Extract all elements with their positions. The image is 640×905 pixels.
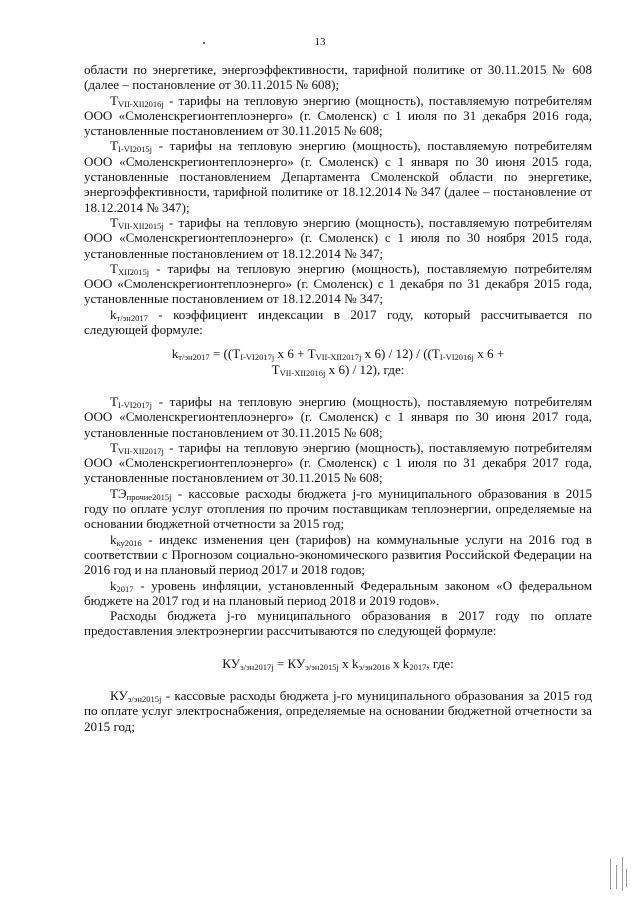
text-run: КУ	[222, 655, 240, 671]
text-run: - тарифы на тепловую энергию (мощность), поставляемую потребителям ООО «Смоленскрегионтеплоэнерго» (г. Смоленск) с 1 декабря по 31 декабря 2015 года, установленные постановлением от 18.12.2014 № 347;	[84, 260, 592, 307]
text-run: k	[110, 306, 117, 322]
definition-k-2017	[84, 578, 592, 609]
formula-k-line-2	[84, 362, 592, 377]
text-run: - индекс изменения цен (тарифов) на коммунальные услуги на 2016 год в соответствии с Прогнозом социально-экономического развития Российской Федерации на 2016 год и на плановый период 2017 и 2018 годов;	[84, 531, 592, 578]
document-body	[84, 62, 592, 734]
subscript-index: I-VI2017j	[240, 352, 275, 363]
text-run: - тарифы на тепловую энергию (мощность), поставляемую потребителям ООО «Смоленскрегионтеплоэнерго» (г. Смоленск) с 1 января по 30 июня 2017 года, установленные постановлением от 30.11.2015 № 608;	[84, 393, 592, 440]
text-run: T	[110, 138, 118, 154]
subscript-index: э/эн2016	[358, 661, 390, 672]
text-run: ТЭ	[110, 485, 127, 501]
definition-k-ku-2016	[84, 532, 592, 578]
subscript-index: VII-XII2017j	[118, 445, 164, 456]
definition-t-i-vi-2017	[84, 394, 592, 440]
subscript-index: э/эн2015j	[305, 661, 339, 672]
definition-k-index-2017	[84, 307, 592, 338]
text-run: - тарифы на тепловую энергию (мощность), поставляемую потребителям ООО «Смоленскрегионтеплоэнерго» (г. Смоленск) с 1 июля по 31 декабря 2016 года, установленные постановлением от 30.11.2015 № 608;	[84, 92, 592, 139]
subscript-index: э/эн2015j	[127, 693, 162, 704]
text-run: T	[110, 260, 118, 276]
text-run: - кассовые расходы бюджета j-го муниципального образования за 2015 год по оплате услуг электроснабжения, определяемые на основании бюджетной отчетности за 2015 год;	[84, 687, 592, 734]
definition-t-vii-xii-2015	[84, 215, 592, 261]
text-run: = ((T	[209, 346, 241, 362]
subscript-index: 2017	[409, 661, 427, 672]
text-run: x 6) / 12), где:	[325, 361, 405, 377]
subscript-index: э/эн2017j	[240, 661, 274, 672]
text-run: k	[110, 577, 117, 593]
subscript-index: VII-XII2015j	[118, 220, 164, 231]
definition-t-vii-xii-2016	[84, 93, 592, 139]
subscript-index: т/эн2017	[178, 352, 210, 363]
text-run: x 6) / 12) / ((T	[361, 346, 440, 362]
subscript-index: XII2015j	[118, 266, 150, 277]
text-run: , где:	[426, 655, 454, 671]
scan-edge-mark	[604, 855, 632, 895]
text-run: области по энергетике, энергоэффективности, тарифной политике от 30.11.2015 № 608 (далее – постановление от 30.11.2015 № 608);	[84, 62, 592, 93]
text-run: x k	[338, 655, 359, 671]
definition-ku-e-2015	[84, 688, 592, 734]
text-run: k	[110, 531, 117, 547]
text-run: T	[110, 214, 118, 230]
text-run: - уровень инфляции, установленный Федеральным законом «О федеральном бюджете на 2017 год и на плановый период 2018 и 2019 годов».	[84, 577, 592, 608]
definition-t-xii-2015	[84, 261, 592, 307]
subscript-index: I-VI2015j	[118, 144, 152, 155]
text-run: x k	[389, 655, 410, 671]
subscript-index: I-VI2016j	[439, 352, 474, 363]
formula-ku-electricity	[84, 656, 592, 671]
definition-te-other-2015	[84, 486, 592, 532]
text-run: T	[110, 393, 118, 409]
page-number: 13	[314, 36, 326, 48]
subscript-index: ку2016	[116, 537, 142, 548]
subscript-index: VII-XII2016j	[279, 367, 326, 378]
formula-k-line-1	[84, 346, 592, 361]
text-run: = КУ	[273, 655, 306, 671]
text-run: КУ	[110, 687, 128, 703]
paragraph-continuation	[84, 62, 592, 93]
text-run: - тарифы на тепловую энергию (мощность), поставляемую потребителям ООО «Смоленскрегионтеплоэнерго» (г. Смоленск) с 1 июля по 30 ноября 2015 года, установленные постановлением от 18.12.2014 № 347;	[84, 214, 592, 261]
text-run: - тарифы на тепловую энергию (мощность), поставляемую потребителям ООО «Смоленскрегионтеплоэнерго» (г. Смоленск) с 1 января по 30 июня 2015 года, установленные постановлением Департамента Смоленской области по энергетике, энергоэффективности, тарифной политике от 18.12.2014 № 347 (далее – постановление от 18.12.2014 № 347);	[84, 138, 592, 215]
text-run: Расходы бюджета j-го муниципального образования в 2017 году по оплате предоставления электроэнергии рассчитываются по следующей формуле:	[84, 608, 592, 639]
subscript-index: VII-XII2017j	[315, 352, 362, 363]
text-run: T	[110, 92, 118, 108]
definition-t-i-vi-2015	[84, 138, 592, 214]
subscript-index: 2017	[116, 583, 134, 594]
text-run: T	[271, 361, 280, 377]
subscript-index: т/эн2017	[116, 312, 148, 323]
text-run: - коэффициент индексации в 2017 году, который рассчитывается по следующей формуле:	[84, 306, 592, 338]
definition-t-vii-xii-2017	[84, 440, 592, 486]
text-run: x 6 +	[473, 346, 505, 362]
text-run: - тарифы на тепловую энергию (мощность), поставляемую потребителям ООО «Смоленскрегионтеплоэнерго» (г. Смоленск) с 1 июля по 31 декабря 2017 года, установленные постановлением от 30.11.2015 № 608;	[84, 439, 592, 486]
paragraph-electricity-expenses	[84, 608, 592, 639]
text-run: - кассовые расходы бюджета j-го муниципального образования в 2015 году по оплате услуг отопления по прочим поставщикам теплоэнергии, определяемые на основании бюджетной отчетности за 2015 год;	[84, 485, 592, 532]
scan-speck	[203, 42, 205, 44]
subscript-index: VII-XII2016j	[118, 98, 164, 109]
subscript-index: прочие2015j	[126, 491, 172, 502]
text-run: T	[110, 439, 118, 455]
text-run: x 6 + T	[274, 346, 316, 362]
text-run: k	[171, 346, 179, 362]
subscript-index: I-VI2017j	[118, 399, 152, 410]
